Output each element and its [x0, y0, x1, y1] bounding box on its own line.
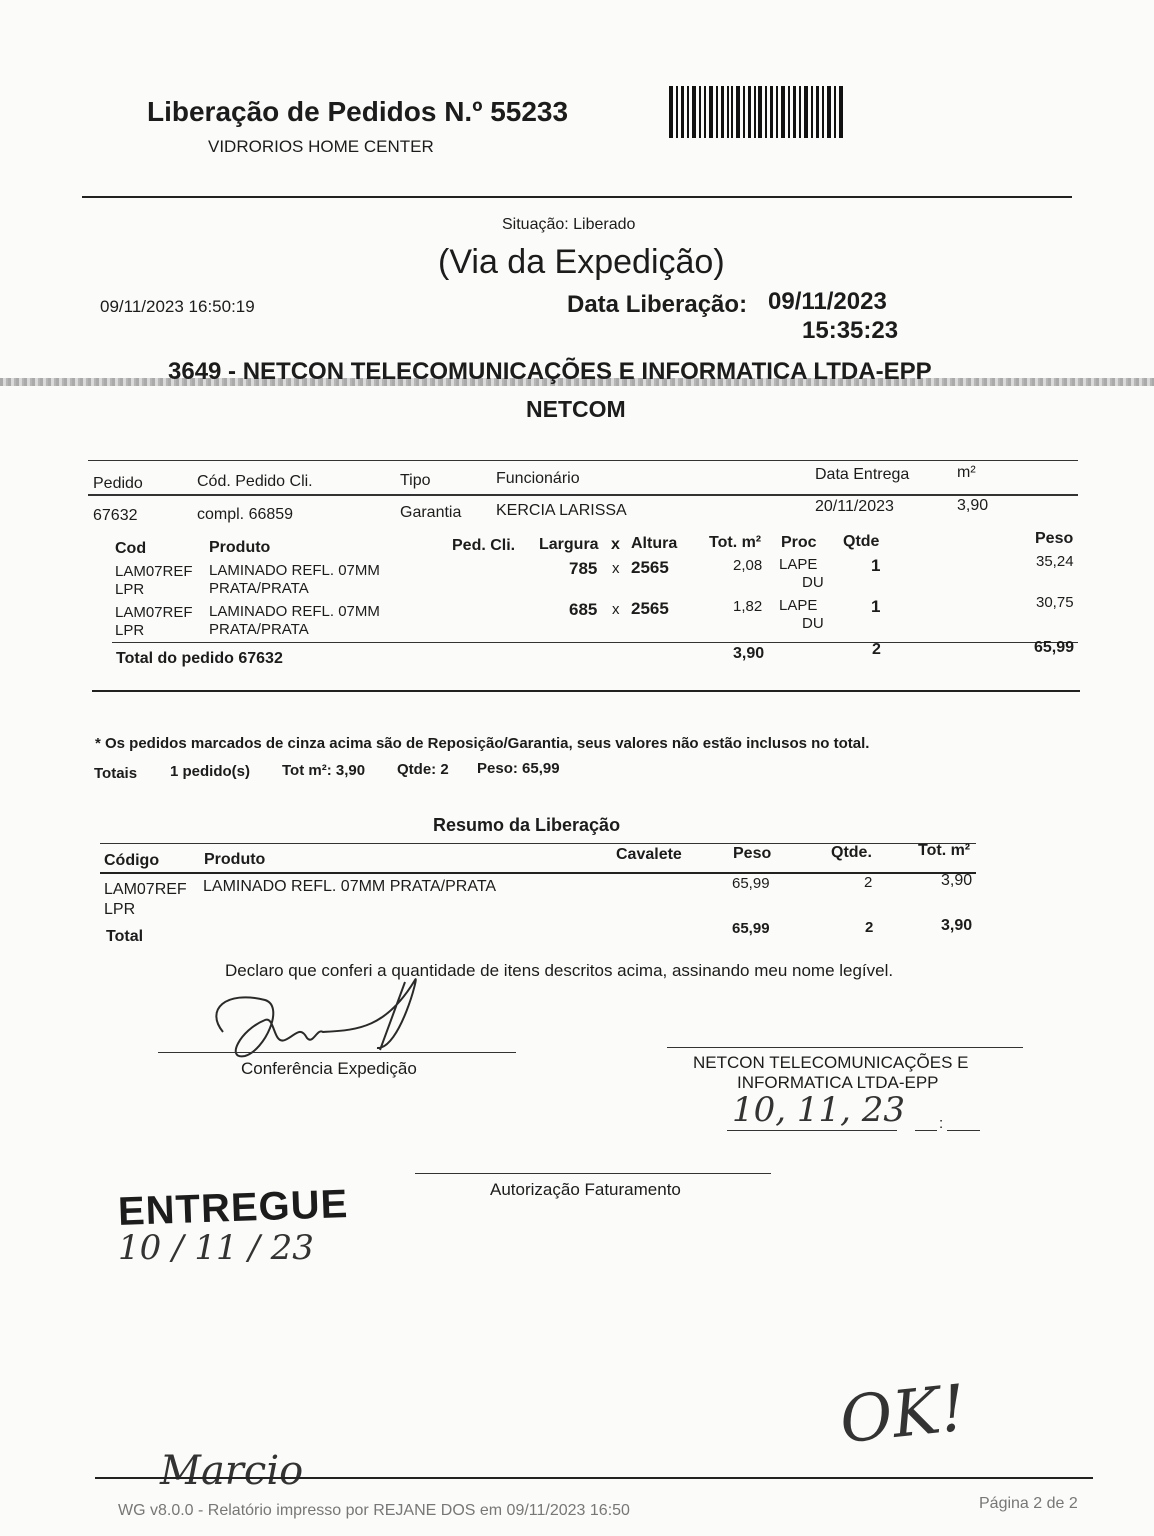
- item-cod-cont: LPR: [115, 622, 145, 639]
- val-data-entrega: 20/11/2023: [815, 498, 894, 515]
- item-peso: 35,24: [1036, 553, 1074, 570]
- item-produto: LAMINADO REFL. 07MM: [209, 603, 380, 620]
- items-bottom-line: [92, 690, 1080, 692]
- item-largura: 685: [569, 600, 598, 619]
- col-cod-pedido-cli: Cód. Pedido Cli.: [197, 473, 313, 490]
- footer-line: [95, 1477, 1093, 1479]
- item-produto: LAMINADO REFL. 07MM: [209, 562, 380, 579]
- item-proc-cont: DU: [802, 615, 824, 632]
- item-altura: 2565: [631, 599, 669, 618]
- summary-total-tot-m2: 3,90: [941, 917, 973, 934]
- item-peso: 30,75: [1036, 594, 1074, 611]
- item-cod: LAM07REF: [115, 604, 193, 621]
- client-time-line-2: [947, 1130, 980, 1131]
- item-cod: LAM07REF: [115, 563, 193, 580]
- item-proc: LAPE: [779, 556, 818, 573]
- summary-row-codigo: LAM07REF: [104, 881, 187, 898]
- barcode: [669, 86, 845, 138]
- order-total-label: Total do pedido 67632: [116, 650, 283, 667]
- client-date-line: [727, 1130, 897, 1131]
- expedition-signature-line: [158, 1052, 516, 1053]
- summary-header-line: [100, 872, 976, 874]
- item-proc: LAPE: [779, 597, 818, 614]
- summary-row-codigo-cont: LPR: [104, 901, 136, 918]
- summary-total-label: Total: [106, 928, 144, 945]
- item-tot-m2: 2,08: [733, 557, 763, 574]
- totals-peso: Peso: 65,99: [477, 760, 560, 777]
- summary-row-tot-m2: 3,90: [941, 872, 973, 889]
- item-x: x: [612, 560, 620, 577]
- order-total-tot-m2: 3,90: [733, 645, 765, 662]
- client-signature-label-2: INFORMATICA LTDA-EPP: [737, 1073, 939, 1092]
- item-produto-cont: PRATA/PRATA: [209, 621, 309, 638]
- document-title: Liberação de Pedidos N.º 55233: [147, 96, 569, 127]
- val-tipo: Garantia: [400, 504, 462, 521]
- col-pedido: Pedido: [93, 475, 143, 492]
- items-col-produto: Produto: [209, 539, 271, 556]
- status-text: Situação: Liberado: [502, 216, 636, 233]
- billing-signature-line: [415, 1173, 771, 1174]
- client-signature-label-1: NETCON TELECOMUNICAÇÕES E: [693, 1053, 969, 1072]
- expedition-signature: [205, 970, 435, 1060]
- billing-signature-label: Autorização Faturamento: [490, 1180, 681, 1199]
- handwritten-client-date: 10, 11, 23: [732, 1090, 906, 1130]
- client-name: 3649 - NETCON TELECOMUNICAÇÕES E INFORMATICA LTDA-EPP: [168, 358, 932, 385]
- summary-total-qtde: 2: [865, 919, 874, 936]
- items-total-line: [112, 642, 1078, 643]
- col-data-entrega: Data Entrega: [815, 466, 910, 483]
- totals-tot-m2: Tot m²: 3,90: [282, 762, 366, 779]
- item-largura: 785: [569, 559, 598, 578]
- release-date: 09/11/2023: [768, 288, 887, 315]
- summary-col-qtde: Qtde.: [831, 844, 872, 861]
- items-col-x: x: [611, 536, 620, 553]
- client-time-separator: :: [939, 1115, 944, 1132]
- client-alias: NETCOM: [526, 396, 626, 422]
- release-label: Data Liberação:: [567, 291, 748, 318]
- item-cod-cont: LPR: [115, 581, 145, 598]
- company-name: VIDRORIOS HOME CENTER: [208, 137, 434, 156]
- items-col-tot-m2: Tot. m²: [709, 534, 762, 551]
- items-col-altura: Altura: [631, 535, 678, 552]
- totals-qtde: Qtde: 2: [397, 761, 449, 778]
- summary-row-produto: LAMINADO REFL. 07MM PRATA/PRATA: [203, 878, 497, 895]
- release-time: 15:35:23: [802, 317, 899, 344]
- item-x: x: [612, 601, 620, 618]
- summary-row-peso: 65,99: [732, 875, 770, 892]
- header-divider: [82, 196, 1072, 198]
- totals-pedidos: 1 pedido(s): [170, 763, 251, 780]
- val-cod-pedido-cli: compl. 66859: [197, 506, 294, 523]
- declaration-text: Declaro que conferi a quantidade de itens descritos acima, assinando meu nome legível.: [225, 961, 894, 980]
- val-m2: 3,90: [957, 497, 989, 514]
- totals-label: Totais: [94, 765, 138, 782]
- handwritten-name: Marcio: [160, 1448, 304, 1494]
- order-total-qtde: 2: [872, 641, 881, 658]
- expedition-signature-label: Conferência Expedição: [241, 1059, 417, 1078]
- delivered-stamp: ENTREGUE: [117, 1181, 349, 1235]
- items-col-ped-cli: Ped. Cli.: [452, 537, 516, 554]
- via-title: (Via da Expedição): [438, 243, 725, 281]
- client-signature-line: [667, 1047, 1023, 1048]
- item-proc-cont: DU: [802, 574, 824, 591]
- summary-row-qtde: 2: [864, 874, 873, 891]
- client-time-line-1: [915, 1130, 937, 1131]
- printed-datetime: 09/11/2023 16:50:19: [100, 297, 255, 316]
- item-produto-cont: PRATA/PRATA: [209, 580, 309, 597]
- col-m2: m²: [957, 464, 976, 481]
- col-funcionario: Funcionário: [496, 470, 580, 487]
- item-tot-m2: 1,82: [733, 598, 763, 615]
- order-table-top-line: [88, 460, 1078, 461]
- handwritten-stamp-date: 10 / 11 / 23: [118, 1228, 314, 1268]
- col-tipo: Tipo: [400, 472, 431, 489]
- summary-title: Resumo da Liberação: [433, 815, 621, 835]
- replacement-note: * Os pedidos marcados de cinza acima são de Reposição/Garantia, seus valores não estão inclusos no total.: [95, 735, 870, 752]
- val-pedido: 67632: [93, 507, 138, 524]
- items-col-cod: Cod: [115, 540, 147, 557]
- val-funcionario: KERCIA LARISSA: [496, 502, 627, 519]
- summary-col-tot-m2: Tot. m²: [918, 842, 971, 859]
- item-altura: 2565: [631, 558, 669, 577]
- order-total-peso: 65,99: [1034, 639, 1075, 656]
- summary-col-cavalete: Cavalete: [616, 846, 682, 863]
- footer-print-info: WG v8.0.0 - Relatório impresso por REJANE DOS em 09/11/2023 16:50: [118, 1502, 630, 1519]
- footer-page-number: Página 2 de 2: [979, 1495, 1078, 1512]
- handwritten-ok: OK!: [836, 1371, 970, 1459]
- order-table-header-line: [88, 494, 1078, 496]
- item-qtde: 1: [871, 597, 881, 616]
- item-qtde: 1: [871, 556, 881, 575]
- summary-col-codigo: Código: [104, 852, 160, 869]
- items-col-proc: Proc: [781, 534, 817, 551]
- summary-col-peso: Peso: [733, 845, 772, 862]
- items-col-peso: Peso: [1035, 530, 1074, 547]
- summary-col-produto: Produto: [204, 851, 266, 868]
- items-col-qtde: Qtde: [843, 533, 880, 550]
- summary-total-peso: 65,99: [732, 920, 770, 937]
- items-col-largura: Largura: [539, 536, 599, 553]
